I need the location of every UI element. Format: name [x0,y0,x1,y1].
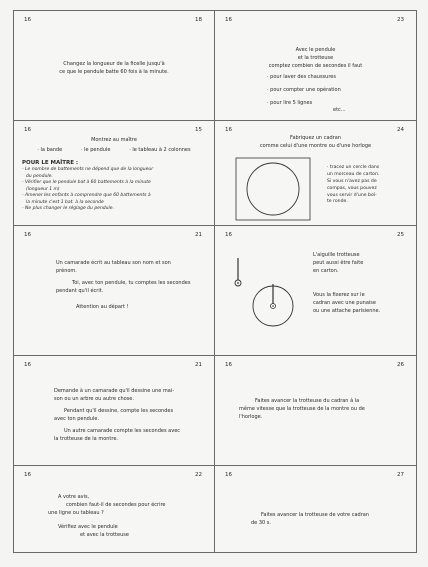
card-title [215,135,416,151]
card-sheet [13,10,417,553]
text-line: Pendant qu'il dessine, compte les secondes [64,408,174,414]
text-line: Faites avancer la trotteuse de votre cadran [261,512,369,518]
instructions [327,165,379,206]
card-text [56,280,190,296]
text-line: Fabriquez un cadran [290,135,341,141]
text-line: L'aiguille trotteuse [313,252,360,258]
card-series-number: 16 [24,362,31,368]
card-text [239,398,365,421]
text-line: Demande à un camarade qu'il dessine une mai- [54,388,175,394]
card-series-number: 16 [225,362,232,368]
note-line: - Amener les enfants à comprendre que 60 battements à [22,193,151,199]
text-line: pendant qu'il écrit. [56,287,104,294]
card-text [54,428,180,444]
instructions-bottom [313,292,380,315]
card-27 [215,466,416,552]
teacher-notes [22,167,153,213]
text-line: ou une attache parisienne. [313,307,381,314]
card-18 [14,11,215,121]
text-line: son ou un arbre ou autre chose. [54,395,134,402]
note-line: (longueur 1 m) [26,186,60,192]
attention-text: Attention au départ ! [76,304,129,310]
etc-text: etc... [333,107,346,113]
text-line: Un camarade écrit au tableau son nom et son [56,260,171,266]
note-line: du pendule. [26,173,53,179]
note-line: - Vérifier que le pendule bat à 60 battements à la minute [22,180,151,186]
card-title: Montrez au maître [91,137,137,143]
card-21a [14,226,215,356]
text-line: peut aussi être faite [313,259,364,266]
choice-item: · le pendule [80,147,111,153]
card-number: 27 [397,472,404,478]
choice-item: · la bande [37,147,63,153]
text-line: comptez combien de secondes il faut [268,62,363,69]
text-line: compas, vous pouvez [327,185,377,191]
clock-dial-drawing [235,157,311,221]
text-line: avec ton pendule. [54,415,100,422]
text-line: et avec la trotteuse [80,531,129,538]
text-line: Changez la longueur de la ficelle jusqu'à [63,61,165,67]
list-item: · pour laver des chaussures [267,74,336,80]
dial-with-hand-drawing [251,280,295,328]
choice-row [14,147,214,155]
text-line: cadran avec une punaise [313,299,376,306]
text-line: comme celui d'une montre ou d'une horloge [259,142,372,149]
text-line: ce que le pendule batte 60 fois à la minute. [59,68,169,75]
card-text [54,388,174,404]
card-text [48,494,165,517]
text-line: Si vous n'avez pas de [327,178,377,184]
card-number: 21 [195,362,202,368]
text-line: la trotteuse de la montre. [54,435,118,442]
text-line: Un autre camarade compte les secondes avec [64,428,181,434]
card-number: 22 [195,472,202,478]
card-number: 26 [397,362,404,368]
text-line: en carton. [313,267,339,274]
text-line: et la trotteuse [297,54,334,61]
card-number: 18 [195,17,202,23]
card-25 [215,226,416,356]
card-text [56,260,171,276]
card-text [251,512,369,528]
card-26 [215,356,416,466]
note-line: - Le nombre de battements ne dépend que de la longueur [22,167,154,172]
text-line: l'horloge. [239,413,263,420]
text-line: Vous la fixerez sur le [313,292,365,298]
instructions-top [313,252,363,275]
text-line: Vérifiez avec le pendule [58,524,118,530]
card-number: 23 [397,17,404,23]
card-21b [14,356,215,466]
text-line: une ligne ou tableau ? [48,509,104,516]
text-line: te ronde. [327,199,348,205]
teacher-heading: POUR LE MAÎTRE : [22,160,79,166]
text-line: vous servir d'une boî- [327,192,377,198]
second-hand-drawing [233,256,243,288]
task-list [267,71,341,110]
text-line: Faites avancer la trotteuse du cadran à la [255,398,360,404]
card-text [14,61,214,77]
card-number: 25 [397,232,404,238]
list-item: · pour lire 5 lignes [267,100,313,106]
card-series-number: 16 [225,232,232,238]
card-series-number: 16 [225,472,232,478]
card-series-number: 16 [24,472,31,478]
text-line: A votre avis, [58,494,90,500]
note-line: la minute c'est 1 bat. à la seconde [26,199,104,205]
card-number: 24 [397,127,404,133]
card-number: 15 [195,127,202,133]
note-line: - Ne plus changer le réglage du pendule. [22,206,114,212]
text-line: combien faut-il de secondes pour écrire [66,501,166,508]
text-line: de 30 s. [251,519,271,526]
list-item: · pour compter une opération [267,87,341,93]
card-number: 21 [195,232,202,238]
card-series-number: 16 [225,17,232,23]
card-24 [215,121,416,226]
card-22 [14,466,215,552]
card-intro [215,47,416,70]
card-series-number: 16 [24,127,31,133]
text-line: prénom. [56,267,77,274]
card-series-number: 16 [24,17,31,23]
choice-item: · le tableau à 2 colonnes [129,147,191,153]
card-series-number: 16 [225,127,232,133]
text-line: Toi, avec ton pendule, tu comptes les secondes [72,280,191,286]
card-23 [215,11,416,121]
text-line: · tracez un cercle dans [327,165,380,170]
text-line: un morceau de carton. [327,171,380,177]
card-15 [14,121,215,226]
card-text [54,408,173,424]
text-line: Avec le pendule [295,47,336,53]
card-text [58,524,129,540]
card-series-number: 16 [24,232,31,238]
text-line: même vitesse que la trotteuse de la montre ou de [239,405,365,412]
